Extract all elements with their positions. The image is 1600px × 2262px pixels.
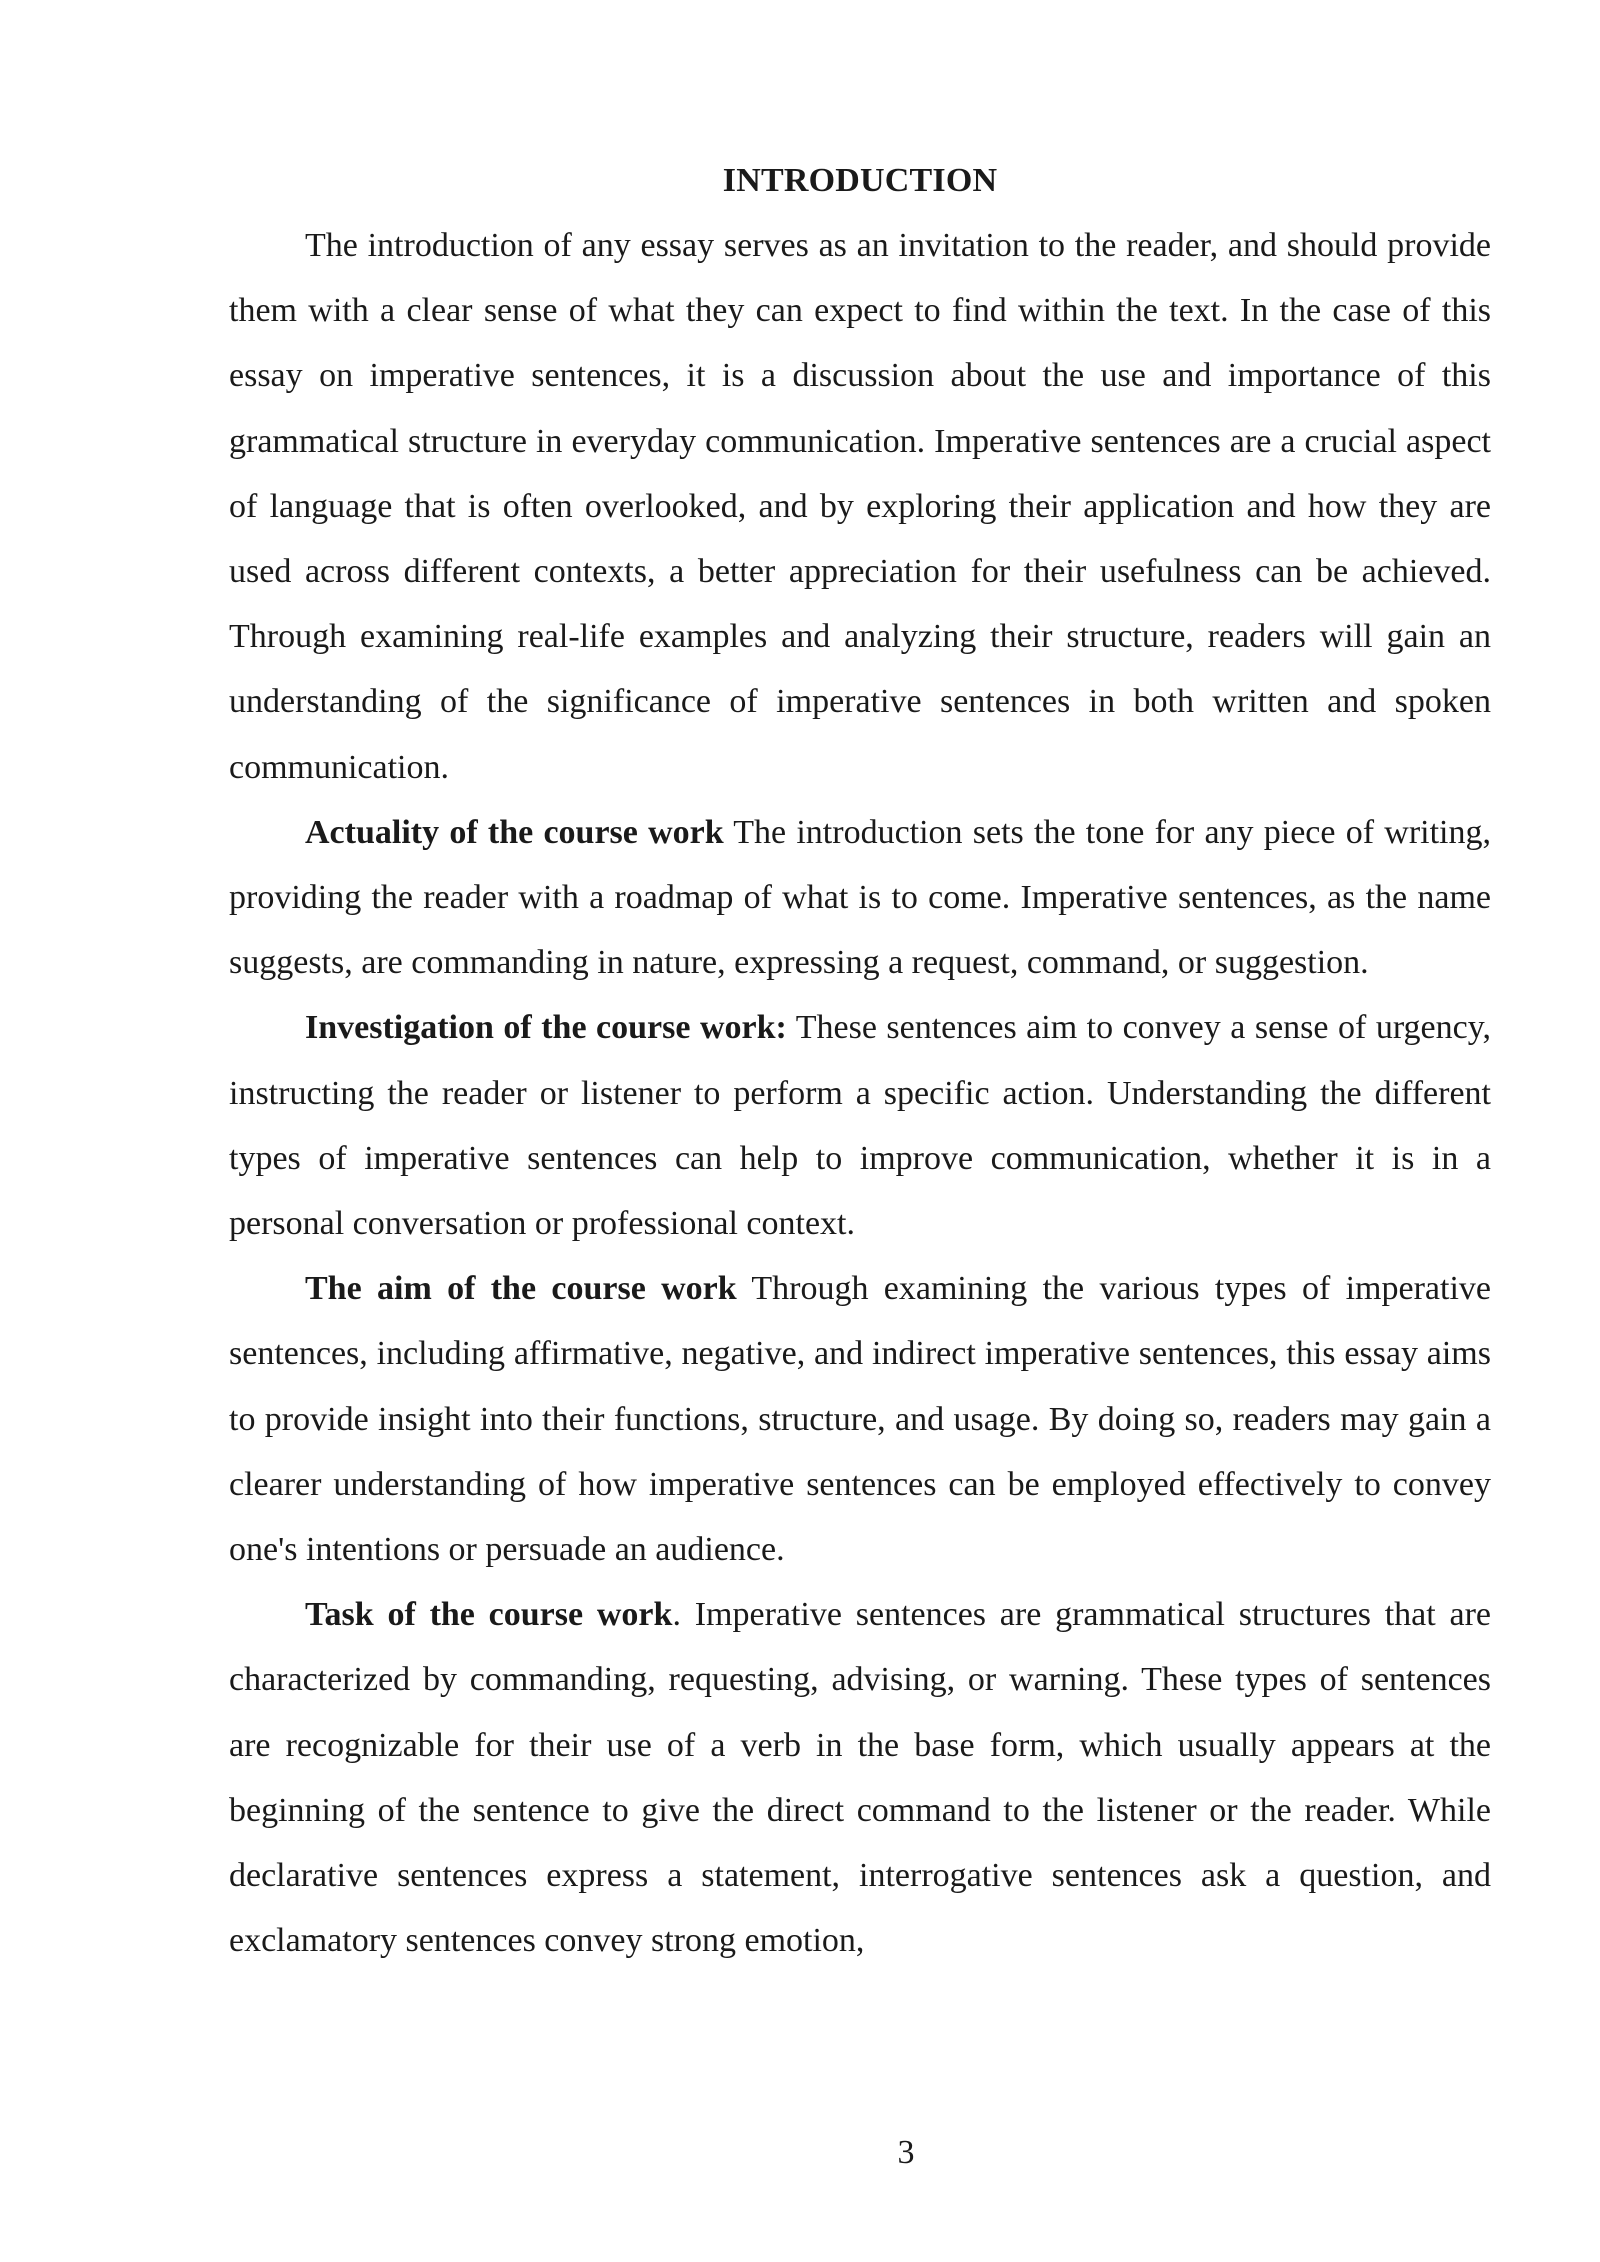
paragraph-lead: Investigation of the course work: <box>305 1009 787 1047</box>
paragraph-investigation <box>229 995 1491 1256</box>
paragraph-lead: Actuality of the course work <box>305 813 724 851</box>
paragraph-text: The introduction sets the tone for any piece of writing, providing the reader with a roadmap of what is to come. Imperative sentences, as the name suggests, are commanding in nature, expressing a request, command, or suggestion. <box>229 813 1491 982</box>
paragraph-lead: The aim of the course work <box>305 1270 737 1308</box>
paragraph-text: The introduction of any essay serves as an invitation to the reader, and should provide them with a clear sense of what they can expect to find within the text. In the case of this essay on imperative sentences, it is a discussion about the use and importance of this grammatical structure in everyday communication. Imperative sentences are a crucial aspect of language that is often overlooked, and by exploring their application and how they are used across different contexts, a better appreciation for their usefulness can be achieved. Through examining real-life examples and analyzing their structure, readers will gain an understanding of the significance of imperative sentences in both written and spoken communication. <box>229 227 1491 786</box>
paragraph-text: Through examining the various types of imperative sentences, including affirmative, negative, and indirect imperative sentences, this essay aims to provide insight into their functions, structure, and usage. By doing so, readers may gain a clearer understanding of how imperative sentences can be employed effectively to convey one's intentions or persuade an audience. <box>229 1270 1491 1569</box>
paragraph-aim <box>229 1256 1491 1582</box>
paragraph-actuality <box>229 800 1491 996</box>
page-number: 3 <box>897 2134 915 2171</box>
paragraph-task <box>229 1582 1491 1973</box>
paragraph-introduction <box>229 213 1491 800</box>
page-body <box>229 148 1491 1973</box>
paragraph-text: These sentences aim to convey a sense of urgency, instructing the reader or listener to perform a specific action. Understanding the different types of imperative sentences can help to improve communication, whether it is in a personal conversation or professional context. <box>229 1009 1492 1243</box>
paragraph-lead: Task of the course work <box>305 1596 673 1634</box>
paragraph-text: . Imperative sentences are grammatical structures that are characterized by commanding, requesting, advising, or warning. These types of sentences are recognizable for their use of a verb in the base form, which usually appears at the beginning of the sentence to give the direct command to the listener or the reader. While declarative sentences express a statement, interrogative sentences ask a question, and exclamatory sentences convey strong emotion, <box>229 1596 1492 1960</box>
section-heading: INTRODUCTION <box>722 162 998 199</box>
